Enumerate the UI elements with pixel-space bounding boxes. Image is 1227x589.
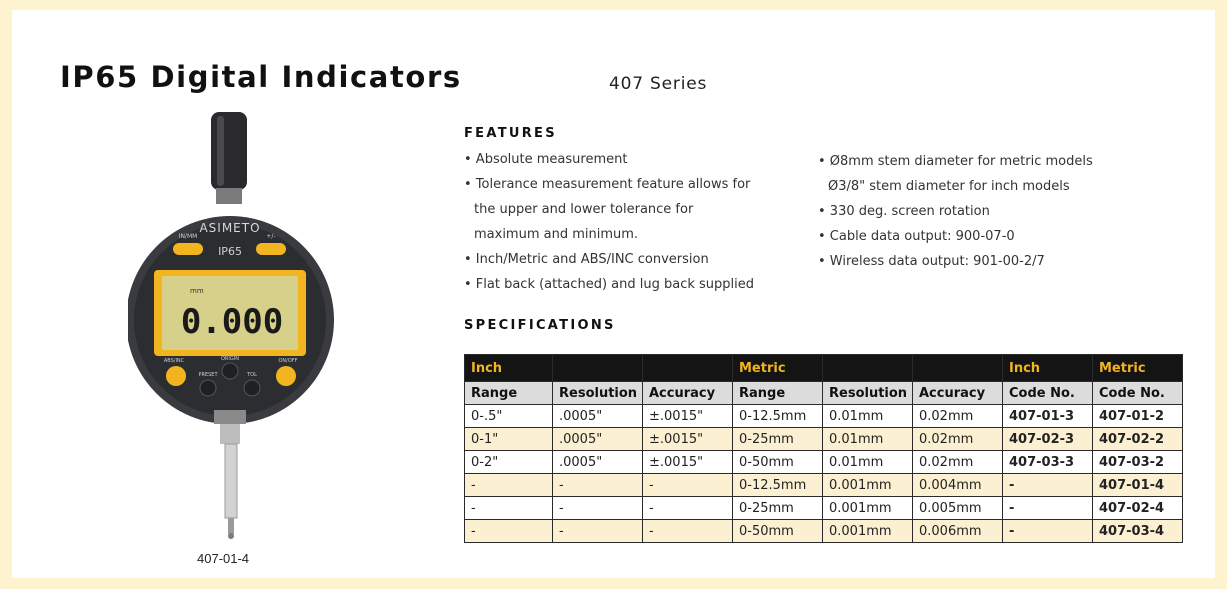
plusminus-button xyxy=(256,243,286,255)
table-cell: 0-12.5mm xyxy=(733,405,823,428)
table-cell: 407-02-3 xyxy=(1003,428,1093,451)
display-value: 0.000 xyxy=(180,302,284,342)
column-header: Resolution xyxy=(823,382,913,405)
group-header-cell xyxy=(823,355,913,382)
table-cell: 407-03-2 xyxy=(1093,451,1183,474)
table-cell: 0-2" xyxy=(465,451,553,474)
tol-label: TOL xyxy=(247,372,257,378)
column-header: Range xyxy=(465,382,553,405)
feature-item: • Ø8mm stem diameter for metric models xyxy=(818,154,1093,169)
table-cell: - xyxy=(553,520,643,543)
table-cell: .0005" xyxy=(553,428,643,451)
table-cell: 0.006mm xyxy=(913,520,1003,543)
group-header-cell: Inch xyxy=(1003,355,1093,382)
group-header-cell xyxy=(553,355,643,382)
table-row xyxy=(465,497,1183,520)
table-row xyxy=(465,428,1183,451)
table-cell: - xyxy=(465,497,553,520)
feature-item: • Cable data output: 900-07-0 xyxy=(818,229,1015,244)
origin-button xyxy=(222,363,238,379)
table-cell: - xyxy=(643,520,733,543)
group-header-cell xyxy=(913,355,1003,382)
onoff-button xyxy=(276,366,296,386)
table-cell: 0.01mm xyxy=(823,428,913,451)
feature-item: • Inch/Metric and ABS/INC conversion xyxy=(464,252,709,267)
feature-item: • Flat back (attached) and lug back supplied xyxy=(464,277,754,292)
table-cell: - xyxy=(643,497,733,520)
table-cell: 407-01-4 xyxy=(1093,474,1183,497)
column-header: Resolution xyxy=(553,382,643,405)
table-cell: 0.01mm xyxy=(823,405,913,428)
page-title: IP65 Digital Indicators xyxy=(60,60,462,94)
absinc-button xyxy=(166,366,186,386)
table-cell: 407-01-3 xyxy=(1003,405,1093,428)
table-cell: 0.004mm xyxy=(913,474,1003,497)
inmm-button xyxy=(173,243,203,255)
table-cell: 407-03-3 xyxy=(1003,451,1093,474)
table-cell: 0.02mm xyxy=(913,405,1003,428)
table-cell: - xyxy=(465,520,553,543)
catalog-page xyxy=(12,10,1215,578)
specifications-table xyxy=(464,354,1183,543)
features-heading: FEATURES xyxy=(464,126,557,141)
table-cell: - xyxy=(1003,520,1093,543)
table-cell: 0-25mm xyxy=(733,428,823,451)
table-cell: 0.001mm xyxy=(823,474,913,497)
table-row xyxy=(465,405,1183,428)
table-cell: 407-01-2 xyxy=(1093,405,1183,428)
column-header: Accuracy xyxy=(643,382,733,405)
table-cell: 0.02mm xyxy=(913,428,1003,451)
table-cell: .0005" xyxy=(553,405,643,428)
display-unit: mm xyxy=(190,287,204,295)
table-cell: ±.0015" xyxy=(643,451,733,474)
table-cell: 0-12.5mm xyxy=(733,474,823,497)
table-cell: 407-03-4 xyxy=(1093,520,1183,543)
brand-logo: ASIMETO xyxy=(199,221,261,235)
column-header: Code No. xyxy=(1003,382,1093,405)
feature-item: the upper and lower tolerance for xyxy=(474,202,694,217)
group-header-cell: Metric xyxy=(1093,355,1183,382)
series-label: 407 Series xyxy=(609,74,708,94)
table-cell: 0-.5" xyxy=(465,405,553,428)
image-caption: 407-01-4 xyxy=(197,551,250,566)
feature-item: • Absolute measurement xyxy=(464,152,628,167)
table-row xyxy=(465,520,1183,543)
table-cell: 407-02-2 xyxy=(1093,428,1183,451)
table-cell: 0.02mm xyxy=(913,451,1003,474)
features-list-right xyxy=(818,149,1093,274)
table-column-header xyxy=(465,382,1183,405)
table-cell: 0.01mm xyxy=(823,451,913,474)
preset-label: PRESET xyxy=(198,372,218,378)
table-cell: 0-1" xyxy=(465,428,553,451)
feature-item: • Wireless data output: 901-00-2/7 xyxy=(818,254,1045,269)
group-header-cell: Inch xyxy=(465,355,553,382)
model-label: IP65 xyxy=(218,245,242,258)
column-header: Accuracy xyxy=(913,382,1003,405)
absinc-label: ABS/INC xyxy=(163,358,185,364)
specifications-heading: SPECIFICATIONS xyxy=(464,318,616,333)
table-cell: 0-25mm xyxy=(733,497,823,520)
inmm-label: IN/MM xyxy=(178,233,198,240)
table-cell: 407-02-4 xyxy=(1093,497,1183,520)
origin-label: ORIGIN xyxy=(221,356,239,362)
column-header: Code No. xyxy=(1093,382,1183,405)
feature-item: • Tolerance measurement feature allows for xyxy=(464,177,751,192)
table-cell: 0-50mm xyxy=(733,520,823,543)
table-cell: - xyxy=(1003,497,1093,520)
table-cell: 0.001mm xyxy=(823,520,913,543)
table-cell: .0005" xyxy=(553,451,643,474)
tol-button xyxy=(244,380,260,396)
table-cell: 0.001mm xyxy=(823,497,913,520)
table-cell: ±.0015" xyxy=(643,405,733,428)
column-header: Range xyxy=(733,382,823,405)
table-row xyxy=(465,474,1183,497)
table-cell: 0.005mm xyxy=(913,497,1003,520)
feature-item: maximum and minimum. xyxy=(474,227,639,242)
table-cell: 0-50mm xyxy=(733,451,823,474)
table-cell: - xyxy=(553,474,643,497)
features-list-left xyxy=(464,147,754,297)
group-header-cell xyxy=(643,355,733,382)
feature-item: • 330 deg. screen rotation xyxy=(818,204,990,219)
digital-indicator-image xyxy=(128,110,336,542)
preset-button xyxy=(200,380,216,396)
group-header-cell: Metric xyxy=(733,355,823,382)
table-row xyxy=(465,451,1183,474)
table-cell: - xyxy=(1003,474,1093,497)
table-cell: - xyxy=(643,474,733,497)
onoff-label: ON/OFF xyxy=(278,358,298,364)
table-cell: - xyxy=(465,474,553,497)
plusminus-label: +/- xyxy=(266,233,276,240)
table-group-header xyxy=(465,355,1183,382)
feature-item: Ø3/8" stem diameter for inch models xyxy=(828,179,1070,194)
table-cell: - xyxy=(553,497,643,520)
table-cell: ±.0015" xyxy=(643,428,733,451)
